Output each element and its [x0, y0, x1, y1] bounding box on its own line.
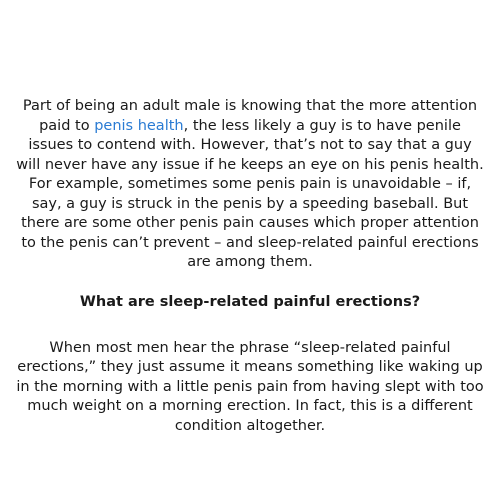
- penis-health-link[interactable]: penis health: [94, 117, 184, 134]
- section-heading: What are sleep-related painful erections?: [79, 293, 421, 310]
- intro-text-before-link: Part of being an adult male is knowing that the more attention paid to: [22, 98, 478, 134]
- body-paragraph: When most men hear the phrase “sleep-related painful erections,” they just assume it means something like waking up in the morning with a little penis pain from having slept with too much weight on a morning erection. In fact, this is a different condition altogether.: [16, 339, 484, 434]
- intro-text-after-link: , the less likely a guy is to have penile issues to contend with. However, that’s not to say that a guy will never have any issue if he keeps an eye on his penis health. For example, sometimes some penis pain is unavoidable – if, say, a guy is struck in the penis by a speeding baseball. But there are some other penis pain causes which proper attention to the penis can’t prevent – and sleep-related painful erections are among them.: [16, 117, 484, 270]
- intro-paragraph: [16, 97, 484, 273]
